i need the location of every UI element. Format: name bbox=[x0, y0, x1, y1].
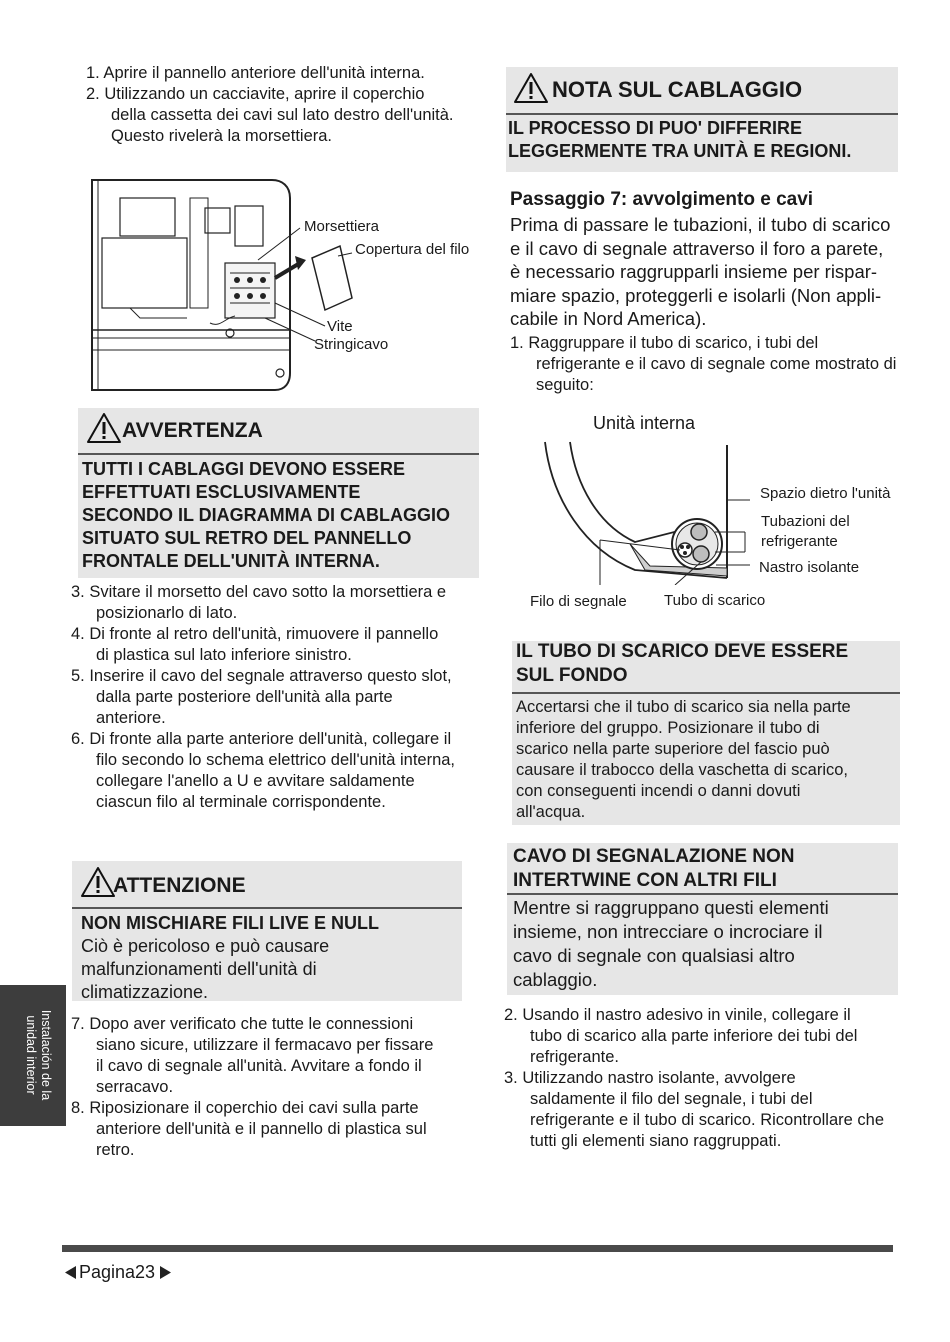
signal-cable-text: insieme, non intrecciare o incrociare il bbox=[513, 921, 823, 942]
list-item-2-cont: Questo rivelerà la morsettiera. bbox=[111, 127, 333, 145]
note-title: NOTA SUL CABLAGGIO bbox=[552, 77, 803, 102]
paragraph-line: miare spazio, proteggerli e isolarli (Non appli- bbox=[510, 284, 882, 306]
signal-cable-title: INTERTWINE CON ALTRI FILI bbox=[513, 870, 777, 891]
bundle-diagram bbox=[540, 440, 750, 585]
drain-note-text: con conseguenti incendi o danni dovuti bbox=[516, 782, 801, 800]
list-item-7-cont: serracavo. bbox=[96, 1078, 174, 1096]
label-tubo: Tubo di scarico bbox=[664, 592, 766, 609]
divider bbox=[72, 907, 462, 909]
warning-text: SITUATO SUL RETRO DEL PANNELLO bbox=[82, 528, 412, 548]
signal-cable-title: CAVO DI SEGNALAZIONE NON bbox=[513, 846, 795, 867]
warning-icon bbox=[513, 72, 549, 104]
list-item-2-cont: tubo di scarico alla parte inferiore dei tubi del bbox=[530, 1027, 858, 1045]
caution-text: Ciò è pericoloso e può causare bbox=[81, 936, 330, 956]
list-item-6: 6. Di fronte alla parte anteriore dell'unità, collegare il bbox=[71, 730, 452, 748]
warning-text: SECONDO IL DIAGRAMMA DI CABLAGGIO bbox=[82, 505, 450, 525]
warning-icon bbox=[86, 412, 122, 444]
side-tab-line: unidad interior bbox=[24, 1015, 38, 1095]
list-item-6-cont: filo secondo lo schema elettrico dell'unità interna, bbox=[96, 751, 456, 769]
divider bbox=[512, 692, 900, 694]
paragraph-line: e il cavo di segnale attraverso il foro a parete, bbox=[510, 237, 884, 259]
terminal-block-diagram bbox=[90, 178, 490, 393]
paragraph-line: Prima di passare le tubazioni, il tubo di scarico bbox=[510, 214, 891, 235]
note-text: IL PROCESSO DI PUO' DIFFERIRE bbox=[508, 118, 802, 138]
drain-note-title: SUL FONDO bbox=[516, 665, 628, 686]
caution-subtitle: NON MISCHIARE FILI LIVE E NULL bbox=[81, 913, 380, 933]
list-item-3: 3. Utilizzando nastro isolante, avvolgere bbox=[504, 1069, 796, 1087]
drain-note-text: all'acqua. bbox=[516, 803, 586, 821]
list-item-8: 8. Riposizionare il coperchio dei cavi sulla parte bbox=[71, 1099, 419, 1117]
paragraph-line: è necessario raggrupparli insieme per rispar- bbox=[510, 261, 878, 282]
signal-cable-text: cablaggio. bbox=[513, 969, 598, 990]
signal-cable-text: cavo di segnale con qualsiasi altro bbox=[513, 945, 795, 966]
paragraph-line: cabile in Nord America). bbox=[510, 308, 707, 329]
divider bbox=[78, 453, 479, 455]
label-morsettiera: Morsettiera bbox=[304, 218, 380, 235]
drain-note-text: inferiore del gruppo. Posizionare il tubo di bbox=[516, 719, 820, 737]
list-item-4-cont: di plastica sul lato inferiore sinistro. bbox=[96, 646, 352, 664]
note-text: LEGGERMENTE TRA UNITÀ E REGIONI. bbox=[508, 141, 852, 161]
list-item-5-cont: dalla parte posteriore dell'unità alla parte bbox=[96, 688, 393, 706]
list-item-3-cont: saldamente il filo del segnale, i tubi del bbox=[530, 1090, 813, 1108]
drain-note-title: IL TUBO DI SCARICO DEVE ESSERE bbox=[516, 641, 849, 662]
caution-text: climatizzazione. bbox=[81, 982, 209, 1002]
list-item-6-cont: collegare l'anello a U e avvitare saldamente bbox=[96, 772, 415, 790]
label-vite: Vite bbox=[327, 318, 353, 335]
footer-rule bbox=[62, 1245, 893, 1252]
label-tubazioni: Tubazioni del bbox=[761, 513, 850, 530]
list-item-3: 3. Svitare il morsetto del cavo sotto la morsettiera e bbox=[71, 583, 447, 601]
list-item-2-cont: della cassetta dei cavi sul lato destro dell'unità. bbox=[111, 106, 454, 124]
warning-text: EFFETTUATI ESCLUSIVAMENTE bbox=[82, 482, 361, 502]
warning-title: AVVERTENZA bbox=[122, 419, 263, 442]
label-spazio: Spazio dietro l'unità bbox=[760, 485, 891, 502]
label-stringicavo: Stringicavo bbox=[314, 336, 389, 353]
list-item-4: 4. Di fronte al retro dell'unità, rimuovere il pannello bbox=[71, 625, 439, 643]
side-tab-line: Instalación de la bbox=[39, 1009, 53, 1101]
drain-note-text: scarico nella parte superiore del fascio può bbox=[516, 740, 830, 758]
list-item-3-cont: refrigerante e il tubo di scarico. Ricontrollare che bbox=[530, 1111, 885, 1129]
warning-text: TUTTI I CABLAGGI DEVONO ESSERE bbox=[82, 459, 406, 479]
list-item-2: 2. Usando il nastro adesivo in vinile, collegare il bbox=[504, 1006, 851, 1024]
next-page-icon[interactable] bbox=[159, 1266, 171, 1279]
drain-note-text: Accertarsi che il tubo di scarico sia nella parte bbox=[516, 698, 851, 716]
list-item-7-cont: il cavo di segnale all'unità. Avvitare a fondo il bbox=[96, 1057, 422, 1075]
label-nastro: Nastro isolante bbox=[759, 559, 860, 576]
label-filo: Filo di segnale bbox=[530, 593, 627, 610]
list-item-3-cont: tutti gli elementi siano raggruppati. bbox=[530, 1132, 782, 1150]
section-side-tab bbox=[0, 985, 66, 1126]
list-item-2: 2. Utilizzando un cacciavite, aprire il coperchio bbox=[86, 85, 425, 103]
step-heading: Passaggio 7: avvolgimento e cavi bbox=[510, 189, 814, 210]
divider bbox=[507, 893, 898, 895]
drain-note-text: causare il trabocco della vaschetta di scarico, bbox=[516, 761, 848, 779]
label-copertura-filo: Copertura del filo bbox=[355, 241, 470, 258]
list-item-7: 7. Dopo aver verificato che tutte le connessioni bbox=[71, 1015, 414, 1033]
prev-page-icon[interactable] bbox=[65, 1266, 77, 1279]
list-item-1: 1. Aprire il pannello anteriore dell'unità interna. bbox=[86, 64, 425, 82]
list-item-1-cont: seguito: bbox=[536, 376, 594, 394]
caution-icon bbox=[80, 866, 116, 898]
list-item-5: 5. Inserire il cavo del segnale attraverso questo slot, bbox=[71, 667, 452, 685]
list-item-6-cont: ciascun filo al terminale corrispondente. bbox=[96, 793, 386, 811]
list-item-1: 1. Raggruppare il tubo di scarico, i tubi del bbox=[510, 334, 819, 352]
list-item-1-cont: refrigerante e il cavo di segnale come mostrato di bbox=[536, 355, 897, 373]
warning-text: FRONTALE DELL'UNITÀ INTERNA. bbox=[82, 551, 380, 571]
page-number: Pagina23 bbox=[79, 1262, 156, 1282]
figure-title: Unità interna bbox=[593, 413, 696, 433]
list-item-5-cont: anteriore. bbox=[96, 709, 166, 727]
label-tubazioni: refrigerante bbox=[761, 533, 838, 550]
signal-cable-text: Mentre si raggruppano questi elementi bbox=[513, 897, 829, 918]
caution-title: ATTENZIONE bbox=[113, 874, 246, 897]
list-item-7-cont: siano sicure, utilizzare il fermacavo per fissare bbox=[96, 1036, 434, 1054]
step-paragraph bbox=[510, 213, 890, 331]
list-item-2-cont: refrigerante. bbox=[530, 1048, 619, 1066]
list-item-8-cont: retro. bbox=[96, 1141, 135, 1159]
divider bbox=[506, 113, 898, 115]
caution-text: malfunzionamenti dell'unità di bbox=[81, 959, 317, 979]
list-item-3-cont: posizionarlo di lato. bbox=[96, 604, 238, 622]
list-item-8-cont: anteriore dell'unità e il pannello di plastica sul bbox=[96, 1120, 427, 1138]
